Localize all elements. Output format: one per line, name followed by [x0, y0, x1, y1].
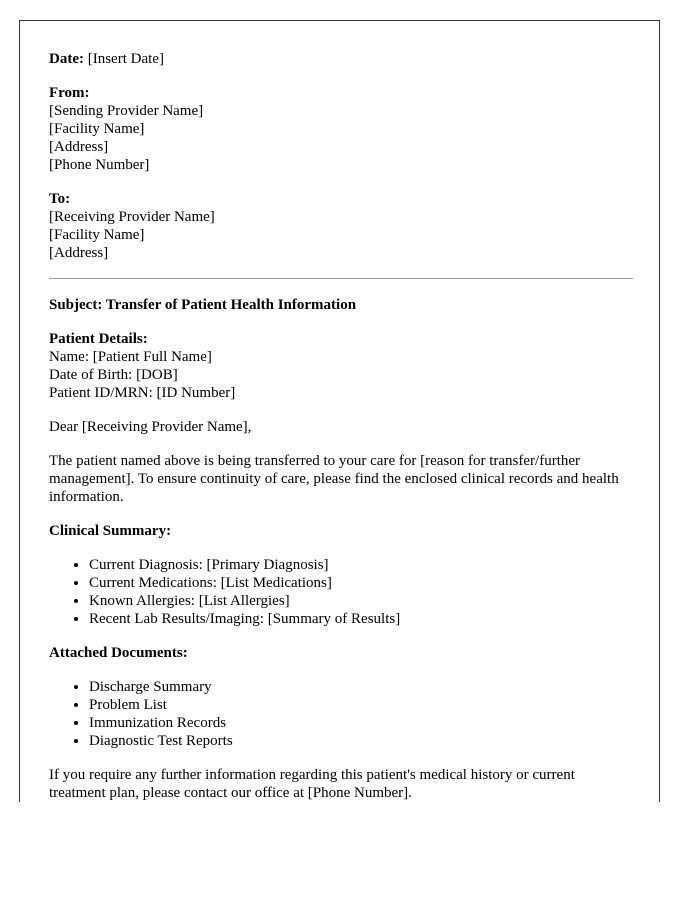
from-phone: [Phone Number]: [49, 157, 150, 173]
patient-details-label: Patient Details:: [49, 331, 148, 347]
clinical-summary-heading: Clinical Summary:: [49, 523, 172, 539]
clinical-summary-list: [49, 556, 633, 628]
to-address: [Address]: [49, 245, 109, 261]
date-value: [Insert Date]: [87, 51, 164, 67]
patient-id: Patient ID/MRN: [ID Number]: [49, 385, 236, 401]
list-item: • Problem List: [89, 696, 633, 714]
letter-body: [49, 50, 633, 802]
from-address: [Address]: [49, 139, 109, 155]
section-divider: [49, 278, 633, 279]
date-label: Date:: [49, 51, 84, 67]
list-item: • Current Medications: [List Medications]: [89, 574, 633, 592]
from-label: From:: [49, 85, 90, 101]
patient-details: [49, 330, 633, 402]
subject-line: Subject: Transfer of Patient Health Information: [49, 297, 357, 313]
letter-document: [19, 20, 660, 802]
attached-documents-heading: Attached Documents:: [49, 645, 188, 661]
from-block: [49, 84, 633, 174]
date-line: [49, 50, 633, 68]
closing-paragraph: If you require any further information regarding this patient's medical history or current treatment plan, please contact our office at [Phone Number].: [49, 767, 575, 801]
from-provider-name: [Sending Provider Name]: [49, 103, 204, 119]
to-facility-name: [Facility Name]: [49, 227, 145, 243]
list-item: • Current Diagnosis: [Primary Diagnosis]: [89, 556, 633, 574]
patient-name: Name: [Patient Full Name]: [49, 349, 212, 365]
salutation: Dear [Receiving Provider Name],: [49, 419, 252, 435]
list-item: • Known Allergies: [List Allergies]: [89, 592, 633, 610]
list-item: • Immunization Records: [89, 714, 633, 732]
list-item: • Diagnostic Test Reports: [89, 732, 633, 750]
from-facility-name: [Facility Name]: [49, 121, 145, 137]
to-label: To:: [49, 191, 71, 207]
to-provider-name: [Receiving Provider Name]: [49, 209, 215, 225]
list-item: • Discharge Summary: [89, 678, 633, 696]
to-block: [49, 190, 633, 262]
intro-paragraph: The patient named above is being transferred to your care for [reason for transfer/further management]. To ensure continuity of care, please find the enclosed clinical records and health information.: [49, 453, 619, 505]
patient-dob: Date of Birth: [DOB]: [49, 367, 178, 383]
attached-documents-list: [49, 678, 633, 750]
list-item: • Recent Lab Results/Imaging: [Summary of Results]: [89, 610, 633, 628]
